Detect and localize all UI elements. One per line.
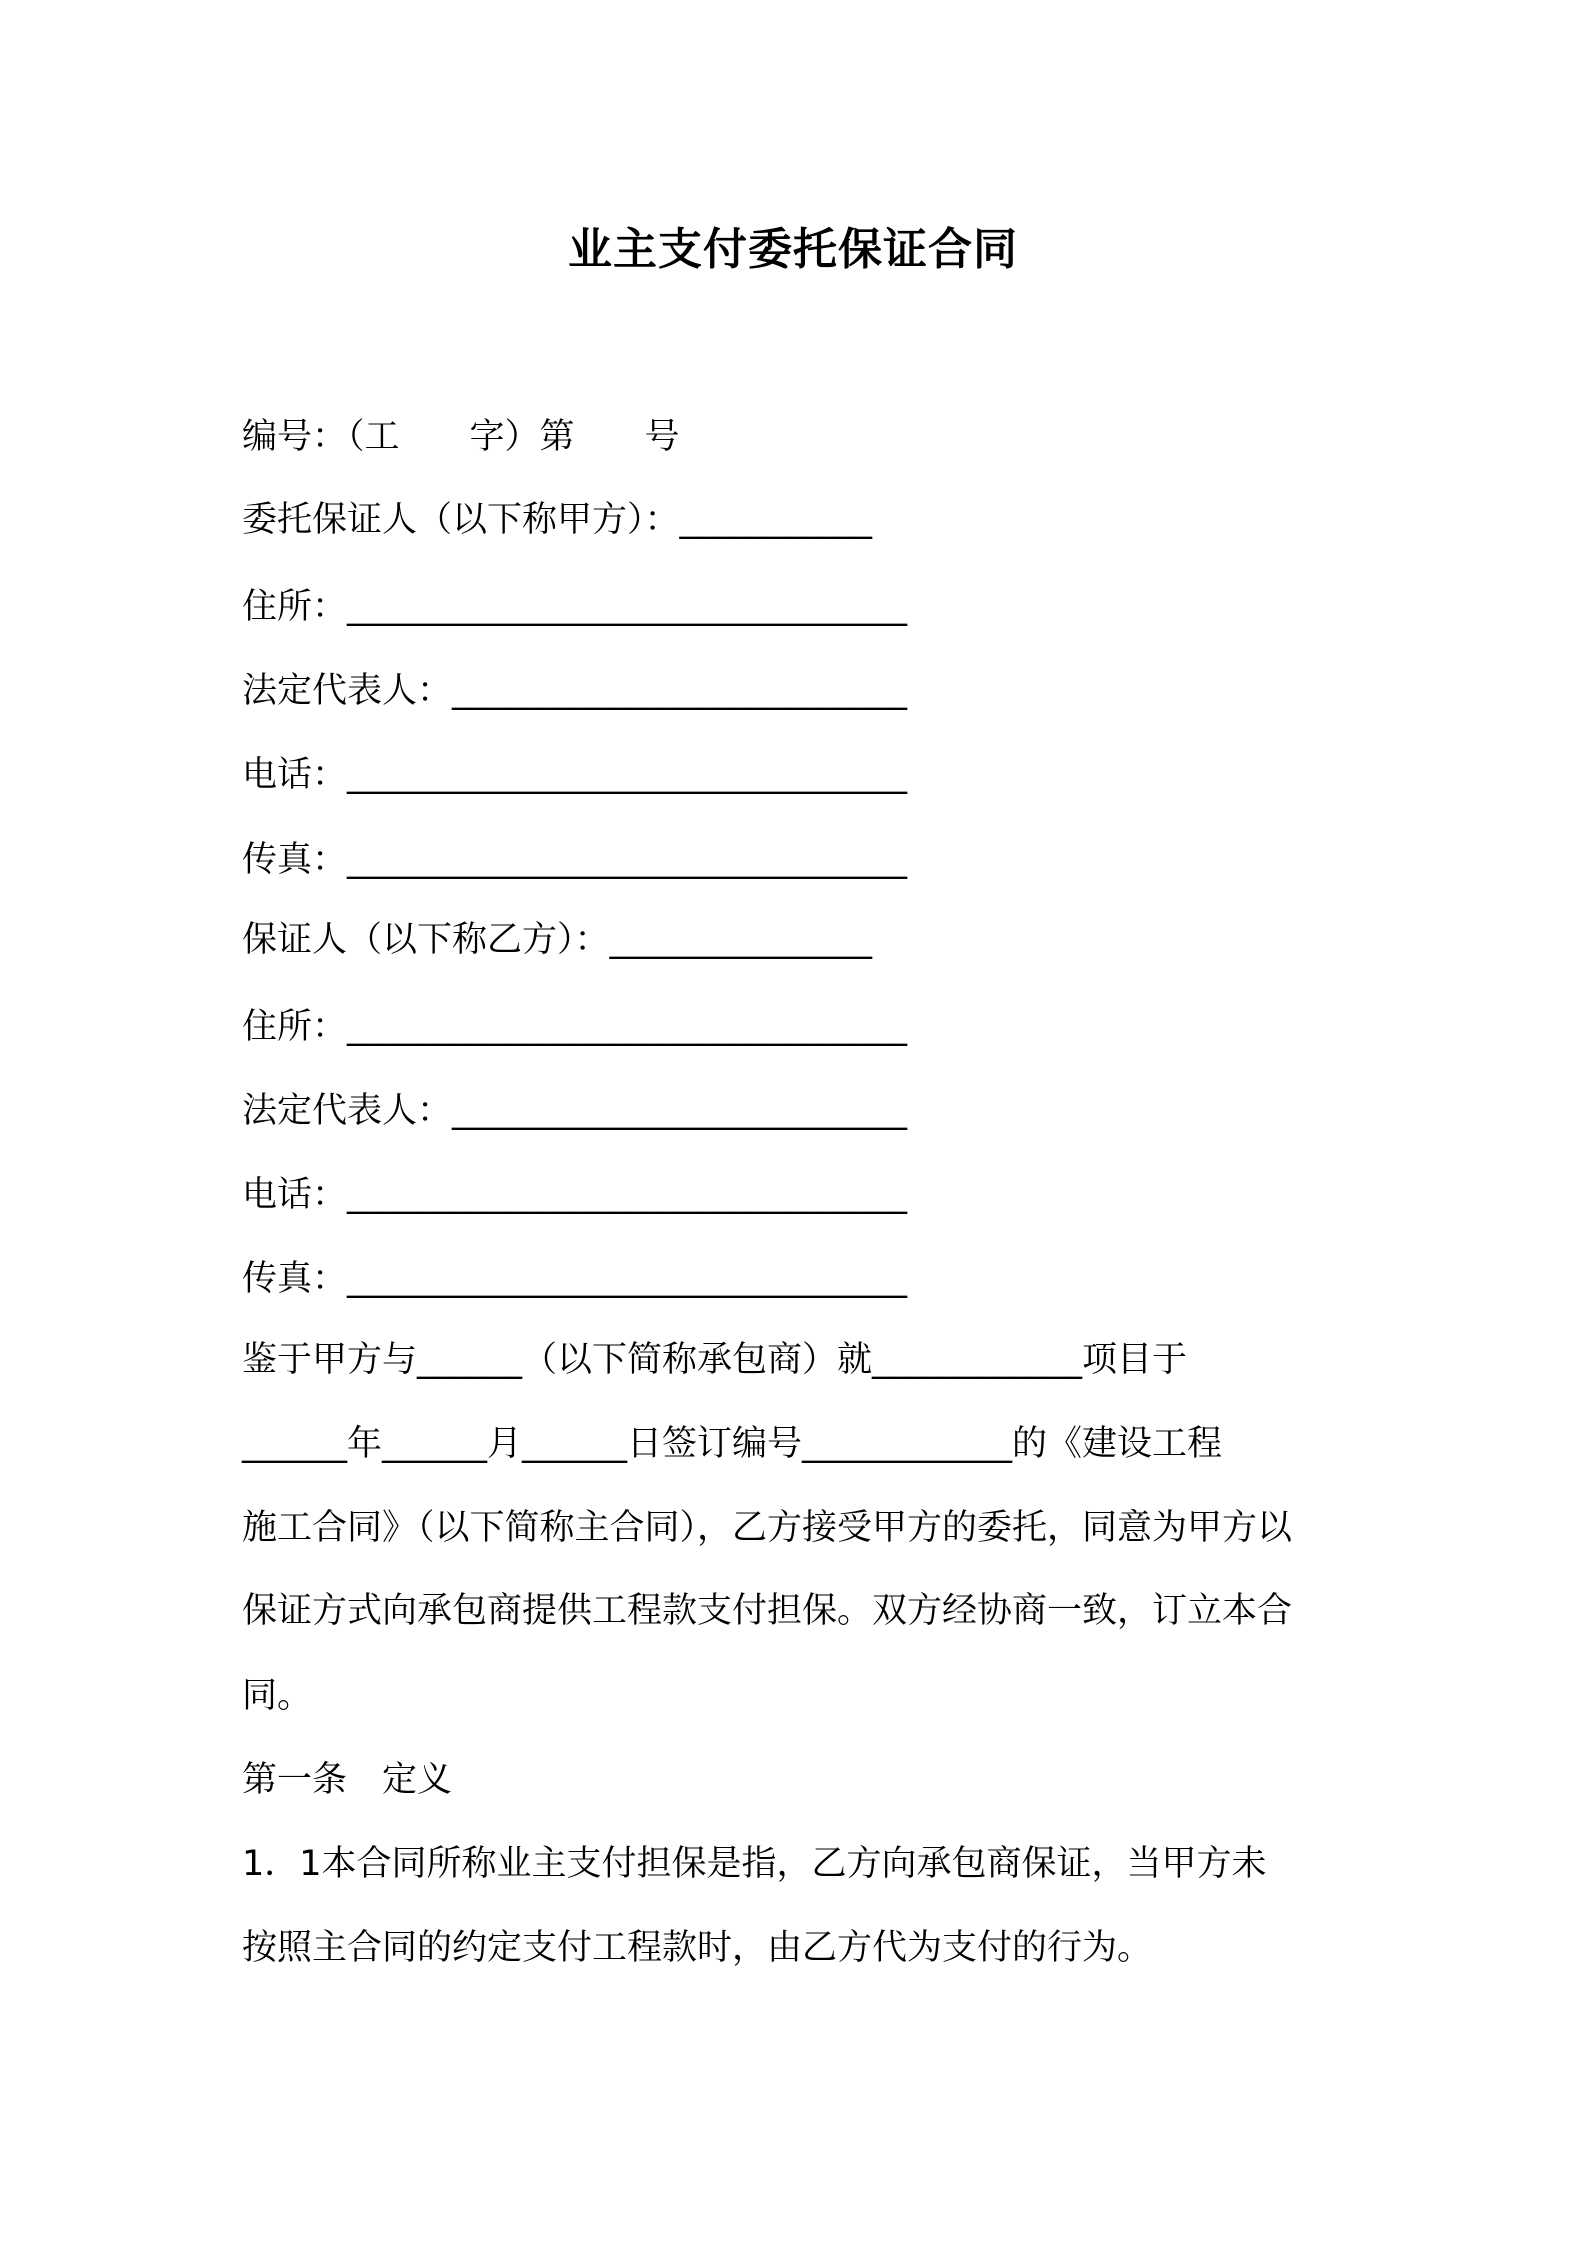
party-b-phone-line: 电话：________________________________ xyxy=(242,1175,908,1215)
party-a-fax-line: 传真：________________________________ xyxy=(242,840,908,880)
preamble-line-2: ______年______月______日签订编号____________的《建设工程 xyxy=(242,1424,1223,1464)
party-a-phone-line: 电话：________________________________ xyxy=(242,755,908,795)
document-title: 业主支付委托保证合同 xyxy=(568,224,1018,275)
clause-1-1-line-2: 按照主合同的约定支付工程款时，由乙方代为支付的行为。 xyxy=(242,1928,1153,1968)
party-a-name-line: 委托保证人（以下称甲方）：___________ xyxy=(242,500,873,540)
party-b-fax-line: 传真：________________________________ xyxy=(242,1259,908,1299)
party-b-address-line: 住所：________________________________ xyxy=(242,1007,908,1047)
preamble-line-4: 保证方式向承包商提供工程款支付担保。双方经协商一致，订立本合 xyxy=(242,1591,1293,1631)
party-a-address-line: 住所：________________________________ xyxy=(242,587,908,627)
preamble-line-5: 同。 xyxy=(242,1676,313,1716)
party-a-representative-line: 法定代表人：__________________________ xyxy=(242,671,908,711)
clause-1-1-line-1: 1．1本合同所称业主支付担保是指，乙方向承包商保证，当甲方未 xyxy=(242,1844,1267,1884)
contract-number-line: 编号：（工 字）第 号 xyxy=(242,417,680,457)
party-b-representative-line: 法定代表人：__________________________ xyxy=(242,1091,908,1131)
article-1-heading: 第一条 定义 xyxy=(242,1760,453,1800)
preamble-line-1: 鉴于甲方与______（以下简称承包商）就____________项目于 xyxy=(242,1340,1188,1380)
party-b-name-line: 保证人（以下称乙方）：_______________ xyxy=(242,920,873,960)
preamble-line-3: 施工合同》（以下简称主合同），乙方接受甲方的委托，同意为甲方以 xyxy=(242,1508,1293,1548)
